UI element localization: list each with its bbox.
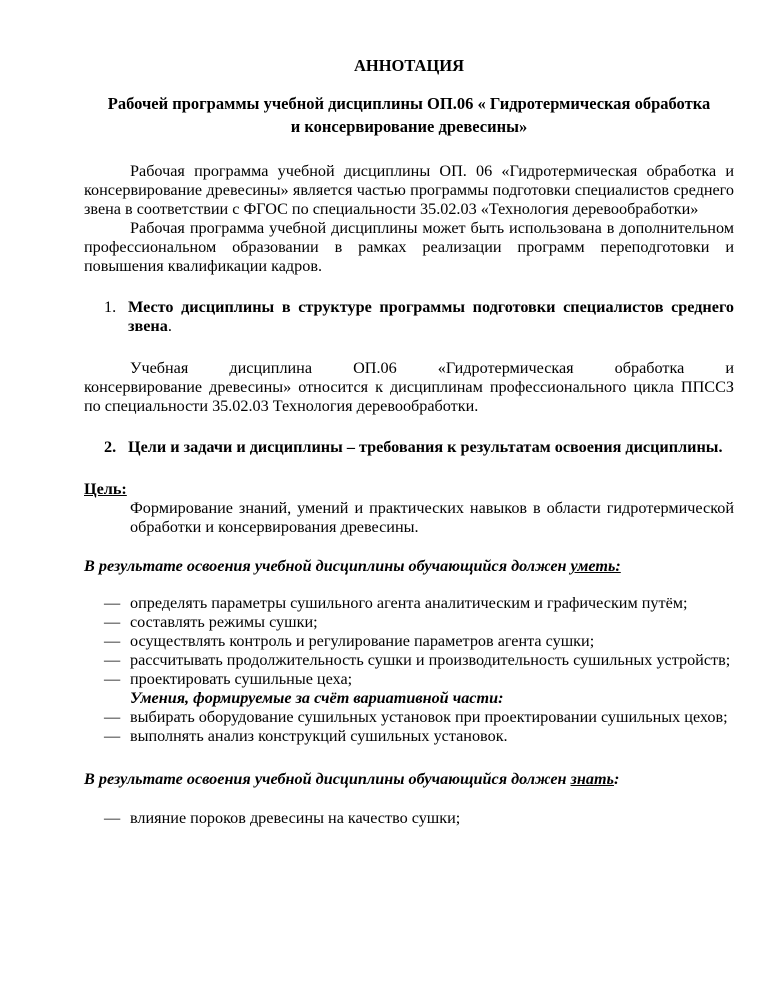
intro-paragraph-1: Рабочая программа учебной дисциплины ОП. 06 «Гидротермическая обработка и консервирование древесины» является частью программы подготовки специалистов среднего звена в соответствии с ФГОС по специальности 35.02.03 «Технология деревообработки» [84,162,734,218]
section-1-title-end: . [167,317,172,335]
list-item: — проектировать сушильные цеха; [84,670,734,689]
list-item: — выполнять анализ конструкций сушильных установок. [84,727,734,746]
dash-bullet: — [104,727,121,745]
list-item: — рассчитывать продолжительность сушки и производительность сушильных устройств; [84,651,734,670]
knowledge-keyword: знать [570,770,614,788]
section-2-title: Цели и задачи и дисциплины – требования к результатам освоения дисциплины. [128,438,723,456]
dash-bullet: — [104,809,121,827]
document-subtitle: Рабочей программы учебной дисциплины ОП.06 « Гидротермическая обработка и консервирование древесины» [107,94,711,136]
dash-bullet: — [104,670,121,688]
section-2-number: 2. [104,438,117,456]
skills-heading-text: В результате освоения учебной дисциплины обучающийся должен [84,557,571,575]
dash-bullet: — [104,651,121,669]
variative-skills-heading: Умения, формируемые за счёт вариативной части: [130,689,504,707]
section-2-heading [84,438,734,457]
skills-keyword: уметь: [570,557,621,575]
list-item: — составлять режимы сушки; [84,613,734,632]
knowledge-heading-text: В результате освоения учебной дисциплины обучающийся должен [84,770,571,788]
goal-label: Цель: [84,480,127,498]
dash-bullet: — [104,613,121,631]
variative-skills-list [84,708,734,746]
section-1-title: Место дисциплины в структуре программы подготовки специалистов среднего звена [128,298,734,335]
dash-bullet: — [104,708,121,726]
knowledge-heading [84,770,734,789]
list-item: — влияние пороков древесины на качество сушки; [84,809,734,828]
skills-list [84,594,734,689]
list-item: — определять параметры сушильного агента аналитическим и графическим путём; [84,594,734,613]
section-1-number: 1. [104,298,117,316]
knowledge-heading-colon: : [613,770,620,788]
section-1-paragraph-rest: консервирование древесины» относится к дисциплинам профессионального цикла ППССЗ по специальности 35.02.03 Технология деревообработки. [84,378,734,415]
goal-text: Формирование знаний, умений и практических навыков в области гидротермической обработки и консервирования древесины. [130,499,734,536]
section-1-heading [84,298,734,336]
intro-paragraph-2: Рабочая программа учебной дисциплины может быть использована в дополнительном профессиональном образовании в рамках реализации программ переподготовки и повышения квалификации кадров. [84,219,734,275]
knowledge-list [84,809,734,828]
dash-bullet: — [104,632,121,650]
list-item: — осуществлять контроль и регулирование параметров агента сушки; [84,632,734,651]
list-item: — выбирать оборудование сушильных установок при проектировании сушильных цехов; [84,708,734,727]
document-title: АННОТАЦИЯ [353,56,465,75]
section-1-paragraph-line1: Учебная дисциплина ОП.06 «Гидротермическая обработка и [130,359,734,377]
document-page [84,56,734,828]
dash-bullet: — [104,594,121,612]
skills-heading [84,557,734,576]
